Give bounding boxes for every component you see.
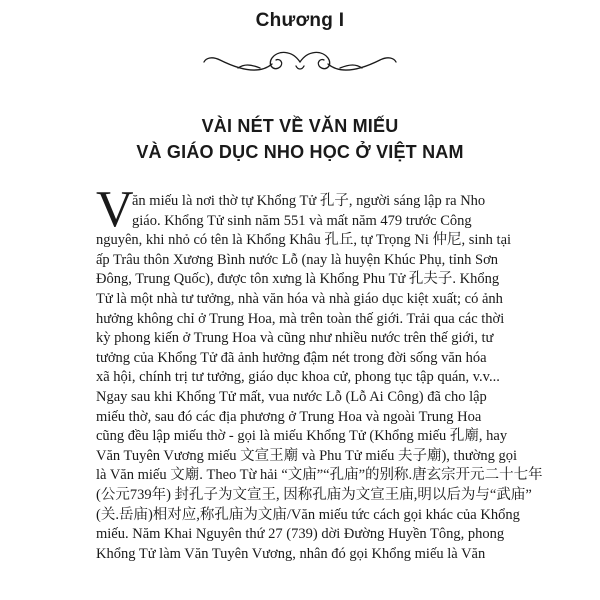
- text-line: Văn Tuyên Vương miếu 文宣王廟 và Phu Tử miếu 夫子廟), thường gọi: [96, 447, 518, 464]
- chapter-heading: Chương I: [255, 10, 345, 31]
- text-line: hưởng không chỉ ở Trung Hoa, mà trên toàn thế giới. Trải qua các thời: [96, 310, 505, 327]
- text-line: (公元739年) 封孔子为文宣王, 因称孔庙为文宣王庙,明以后为与“武庙”: [96, 486, 532, 503]
- flourish-ornament: [200, 42, 400, 82]
- text-line: tưởng của Khổng Tử đã ảnh hưởng đậm nét trong đời sống văn hóa: [96, 349, 487, 366]
- text-line: Khổng Tử làm Văn Tuyên Vương, nhân đó gọi Khổng miếu là Văn: [96, 545, 486, 562]
- text-line: ăn miếu là nơi thờ tự Khổng Tử 孔子, người sáng lập ra Nho: [132, 193, 486, 209]
- text-line: kỳ phong kiến ở Trung Hoa và cũng như nhiều nước trên thế giới, tư: [96, 330, 494, 347]
- text-line: giáo. Khổng Tử sinh năm 551 và mất năm 479 trước Công: [132, 212, 472, 229]
- drop-cap: V: [96, 181, 134, 238]
- text-line: miếu. Năm Khai Nguyên thứ 27 (739) dời Đường Huyền Tông, phong: [96, 526, 505, 543]
- body-text: [96, 181, 558, 564]
- text-line: cũng đều lập miếu thờ - gọi là miếu Khổng Tử (Khổng miếu 孔廟, hay: [96, 428, 508, 445]
- text-line: ấp Trâu thôn Xương Bình nước Lỗ (nay là huyện Khúc Phụ, tỉnh Sơn: [96, 251, 499, 268]
- text-line: (关.岳庙)相对应,称孔庙为文庙/Văn miếu tức cách gọi khác của Khổng: [96, 506, 520, 523]
- text-line: Tử là một nhà tư tưởng, nhà văn hóa và nhà giáo dục kiệt xuất; có ảnh: [96, 290, 503, 307]
- text-line: Đông, Trung Quốc), được tôn xưng là Khổng Phu Tử 孔夫子. Khổng: [96, 271, 500, 288]
- text-line: nguyên, khi nhỏ có tên là Khổng Khâu 孔丘, tự Trọng Ni 仲尼, sinh tại: [96, 232, 512, 249]
- chapter-title-line-1: VÀI NÉT VỀ VĂN MIẾU: [201, 116, 399, 136]
- chapter-title-line-2: VÀ GIÁO DỤC NHO HỌC Ở VIỆT NAM: [136, 142, 464, 162]
- text-line: là Văn miếu 文廟. Theo Từ hải “文庙”“孔庙”的别称.唐玄宗开元二十七年: [96, 467, 543, 484]
- text-line: xã hội, chính trị tư tưởng, giáo dục khoa cử, phong tục tập quán, v.v...: [96, 369, 500, 386]
- text-line: miếu thờ, sau đó các địa phương ở Trung Hoa và ngoài Trung Hoa: [96, 408, 482, 425]
- text-line: Ngay sau khi Khổng Tử mất, vua nước Lỗ (Lỗ Ai Công) đã cho lập: [96, 388, 487, 405]
